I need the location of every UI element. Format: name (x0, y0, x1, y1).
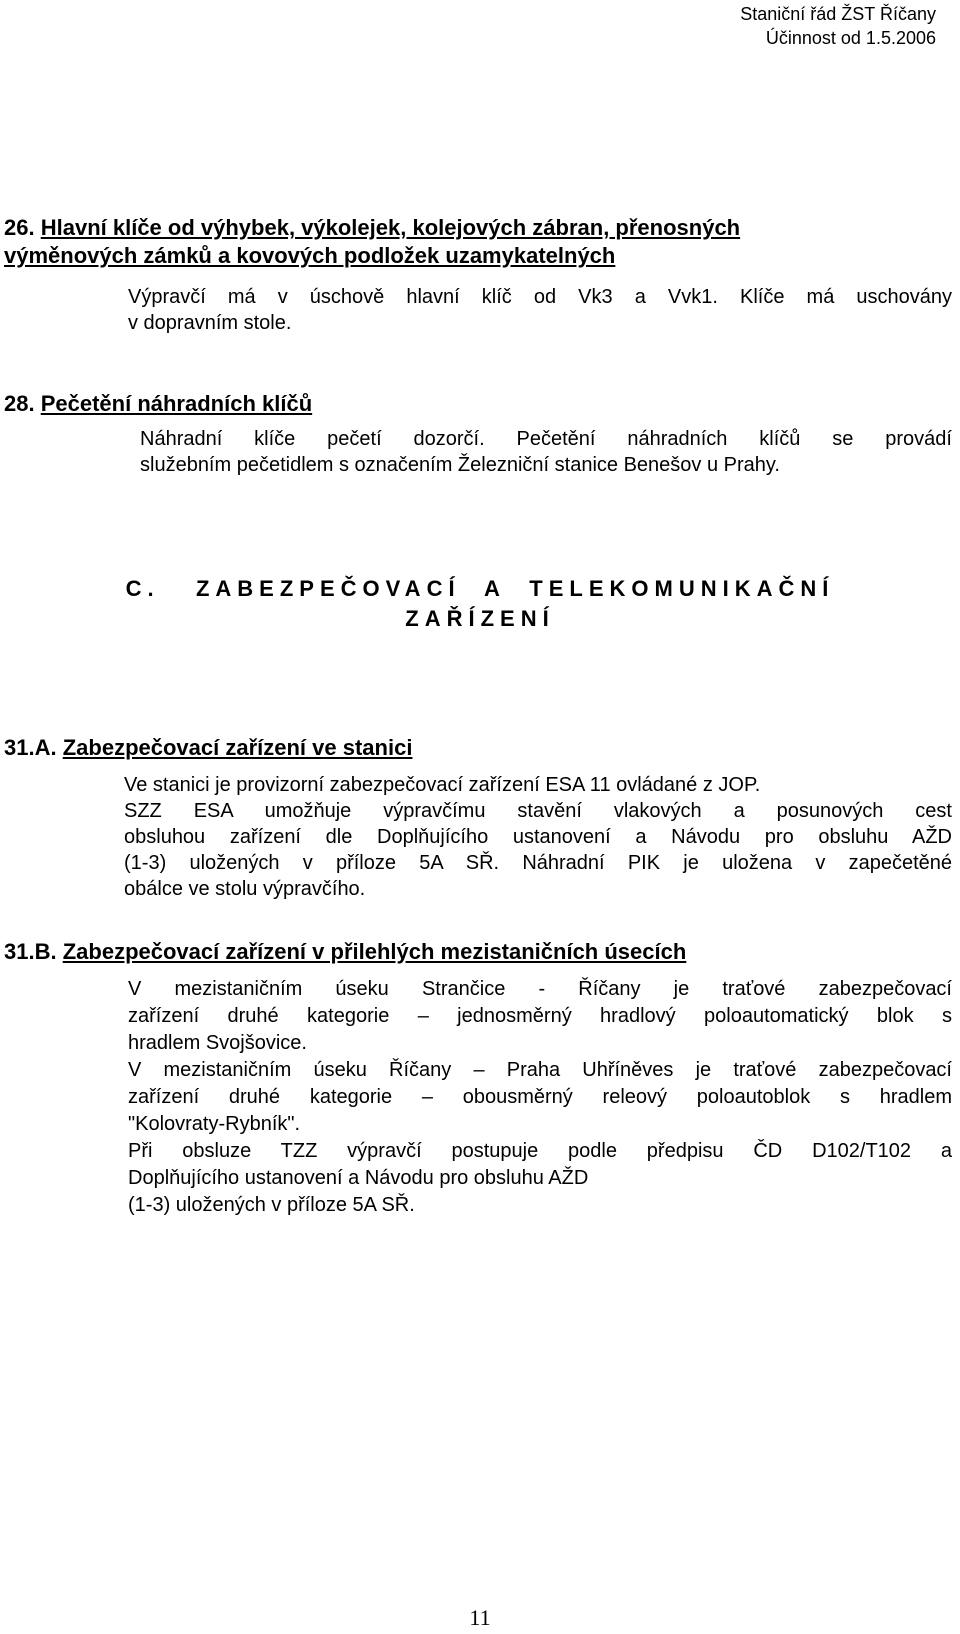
section-c-heading (60, 574, 900, 634)
section-26-heading (4, 214, 954, 270)
section-31b-line: hradlem Svojšovice. (128, 1032, 307, 1054)
header-title: Staniční řád ŽST Říčany (740, 4, 936, 24)
section-31a-heading (4, 734, 704, 762)
section-31b-line: V mezistaničním úseku Říčany – Praha Uhříněves je traťové zabezpečovací (128, 1059, 952, 1081)
section-31a-line: obálce ve stolu výpravčího. (124, 878, 366, 900)
section-c-line1: C. ZABEZPEČOVACÍ A TELEKOMUNIKAČNÍ (125, 576, 835, 601)
section-31b-line: Při obsluze TZZ výpravčí postupuje podle předpisu ČD D102/T102 a (128, 1140, 952, 1162)
section-31b-line: (1-3) uložených v příloze 5A SŘ. (128, 1194, 415, 1216)
section-28-text-line2: služebním pečetidlem s označením Železniční stanice Benešov u Prahy. (140, 454, 780, 476)
page-header (740, 2, 936, 50)
section-28-number: 28. (4, 391, 35, 416)
section-31a-line: SZZ ESA umožňuje výpravčímu stavění vlakových a posunových cest (124, 800, 952, 822)
section-31a-line: (1-3) uložených v příloze 5A SŘ. Náhradní PIK je uložena v zapečetěné (124, 852, 952, 874)
section-31a-line: Ve stanici je provizorní zabezpečovací zařízení ESA 11 ovládané z JOP. (124, 774, 761, 796)
section-26 (4, 214, 954, 270)
section-28-paragraph (140, 426, 952, 478)
section-31a-title: Zabezpečovací zařízení ve stanici (62, 735, 413, 760)
section-26-text-line2: v dopravním stole. (128, 312, 292, 334)
page-number: 11 (469, 1605, 491, 1630)
section-26-title-line1: Hlavní klíče od výhybek, výkolejek, kolejových zábran, přenosných (40, 215, 741, 240)
section-26-text-line1: Výpravčí má v úschově hlavní klíč od Vk3 a Vvk1. Klíče má uschovány (128, 286, 952, 308)
section-26-number: 26. (4, 215, 35, 240)
section-31b-line: "Kolovraty-Rybník". (128, 1113, 301, 1135)
section-31a-paragraph (124, 772, 952, 902)
section-31a-line: obsluhou zařízení dle Doplňujícího ustanovení a Návodu pro obsluhu AŽD (124, 826, 952, 848)
section-31b-line: zařízení druhé kategorie – obousměrný releový poloautoblok s hradlem (128, 1086, 952, 1108)
section-26-title-line2: výměnových zámků a kovových podložek uzamykatelných (4, 243, 616, 268)
section-31b-line: V mezistaničním úseku Strančice - Říčany je traťové zabezpečovací (128, 978, 952, 1000)
section-28-title: Pečetění náhradních klíčů (40, 391, 313, 416)
section-c-line2: ZAŘÍZENÍ (405, 606, 555, 631)
section-31b-number: 31.B. (4, 939, 57, 964)
section-31b-title: Zabezpečovací zařízení v přilehlých mezistaničních úsecích (62, 939, 687, 964)
section-28-text-line1: Náhradní klíče pečetí dozorčí. Pečetění náhradních klíčů se provádí (140, 428, 952, 450)
section-28-heading (4, 390, 604, 418)
section-31a-number: 31.A. (4, 735, 57, 760)
section-31b-line: zařízení druhé kategorie – jednosměrný hradlový poloautomatický blok s (128, 1005, 952, 1027)
section-26-paragraph (128, 284, 952, 336)
section-31b-heading (4, 938, 904, 966)
section-31b-paragraph (128, 976, 952, 1219)
section-31b-line: Doplňujícího ustanovení a Návodu pro obsluhu AŽD (128, 1167, 589, 1189)
header-effective-date: Účinnost od 1.5.2006 (765, 28, 936, 48)
